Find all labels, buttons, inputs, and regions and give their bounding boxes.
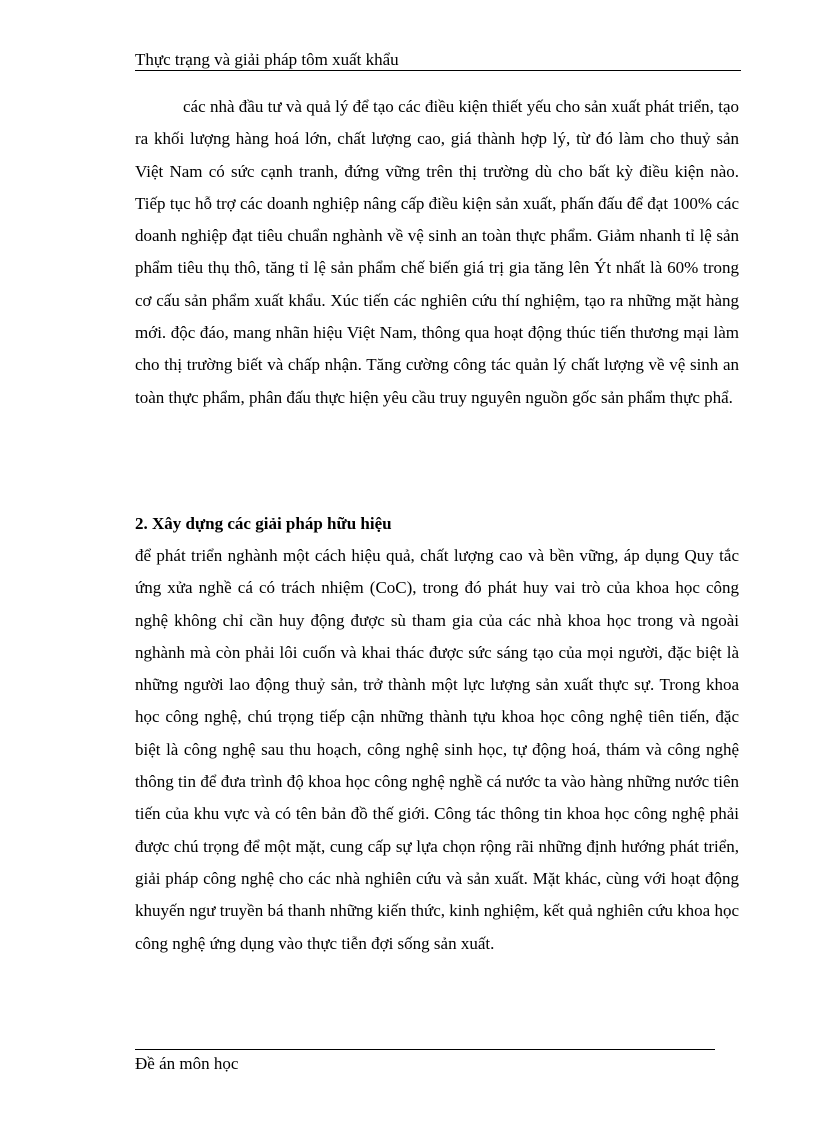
section-body-paragraph: để phát triển nghành một cách hiệu quả, chất lượng cao và bền vững, áp dụng Quy tắc ứng xửa nghề cá có trách nhiệm (CoC), trong đó phát huy vai trò của khoa học công nghệ không chỉ cần huy động được sù tham gia của các nhà khoa học trong và ngoài nghành mà còn phải lôi cuốn và khai thác được sức sáng tạo của mọi người, đặc biệt là những người lao động thuỷ sản, trở thành một lực lượng sản xuất thực sự. Trong khoa học công nghệ, chú trọng tiếp cận những thành tựu khoa học công nghệ tiên tiến, đặc biệt là công nghệ sau thu hoạch, công nghệ sinh học, tự động hoá, thám và công nghệ thông tin để đưa trình độ khoa học công nghệ nghề cá nước ta vào hàng những nước tiên tiến của khu vực và có tên bản đồ thế giới. Công tác thông tin khoa học công nghệ phải được chú trọng để một mặt, cung cấp sự lựa chọn rộng rãi những định hướng phát triển, giải pháp công nghệ cho các nhà nghiên cứu và sản xuất. Mặt khác, cùng với hoạt động khuyến ngư truyền bá thanh những kiến thức, kinh nghiệm, kết quả nghiên cứu khoa học công nghệ ứng dụng vào thực tiễn đợi sống sản xuất.	[135, 546, 739, 953]
section-heading: 2. Xây dựng các giải pháp hữu hiệu	[135, 514, 392, 533]
footer-divider	[135, 1049, 715, 1050]
header-divider	[135, 70, 741, 71]
body-paragraph: các nhà đầu tư và quả lý để tạo các điều kiện thiết yếu cho sản xuất phát triển, tạo ra khối lượng hàng hoá lớn, chất lượng cao, giá thành hợp lý, từ đó làm cho thuỷ sản Việt Nam có sức cạnh tranh, đứng vững trên thị trường dù cho bất kỳ điều kiện nào. Tiếp tục hỗ trợ các doanh nghiệp nâng cấp điều kiện sản xuất, phấn đấu để đạt 100% các doanh nghiệp đạt tiêu chuẩn nghành về vệ sinh an toàn thực phẩm. Giảm nhanh tỉ lệ sản phẩm tiêu thụ thô, tăng tỉ lệ sản phẩm chế biến giá trị gia tăng lên Ýt nhất là 60% trong cơ cấu sản phẩm xuất khẩu. Xúc tiến các nghiên cứu thí nghiệm, tạo ra những mặt hàng mới. độc đáo, mang nhãn hiệu Việt Nam, thông qua hoạt động thúc tiến thương mại làm cho thị trường biết và chấp nhận. Tăng cường công tác quản lý chất lượng về vệ sinh an toàn thực phẩm, phân đấu thực hiện yêu cầu truy nguyên nguồn gốc sản phẩm thực phẩ.	[135, 97, 739, 407]
page-footer-text: Đề án môn học	[135, 1054, 239, 1073]
page-header-title: Thực trạng và giải pháp tôm xuất khẩu	[135, 50, 399, 69]
